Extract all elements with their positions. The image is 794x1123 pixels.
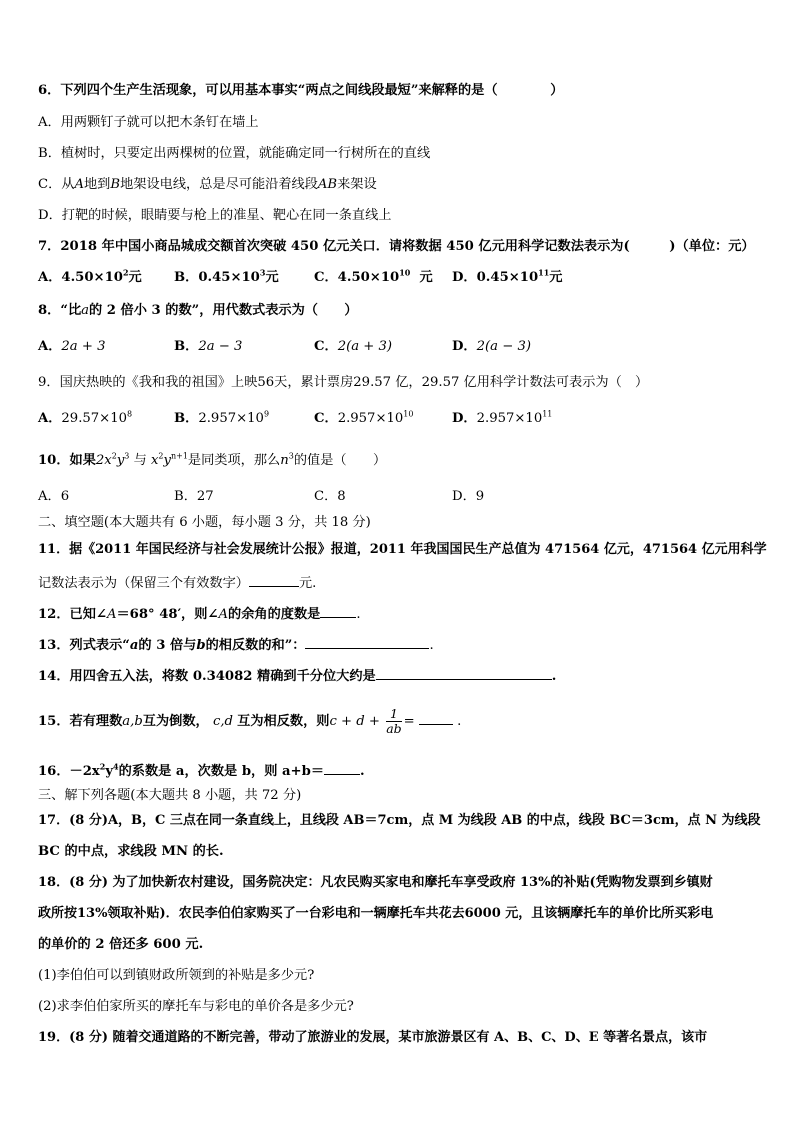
q8-option-c: C．2(a + 3) <box>314 339 393 354</box>
q15-answer-blank[interactable] <box>419 712 453 725</box>
q18-sub1: (1)李伯伯可以到镇财政所领到的补贴是多少元? <box>38 968 315 983</box>
q9-option-d: D．$2.957\times 10^{11}$ <box>452 409 553 426</box>
q18-sub2: (2)求李伯伯家所买的摩托车与彩电的单价各是多少元? <box>38 999 354 1014</box>
q15-fraction: $\frac{1}{ab}$ <box>386 706 402 736</box>
q10-option-a: A．6 <box>38 489 70 504</box>
q7-stem: 7．2018 年中国小商品城成交额首次突破 450 亿元关口．请将数据 450 亿元用科学记数法表示为( )（单位：元） <box>38 239 755 254</box>
q17-line1: 17．(8 分)A，B，C 三点在同一条直线上，且线段 AB＝7cm，点 M 为线段 AB 的中点，线段 BC＝3cm，点 N 为线段 <box>38 813 761 828</box>
q6-stem: 6．下列四个生产生活现象，可以用基本事实“两点之间线段最短”来解释的是（ ） <box>38 83 564 98</box>
section-heading-solve: 三、解下列各题(本大题共 8 小题，共 72 分) <box>38 788 302 803</box>
q9-option-a: A．$29.57\times 10^8$ <box>38 409 133 426</box>
q13-answer-blank[interactable] <box>305 634 429 649</box>
q7-option-a: A．$4.50\times 10^2$元 <box>38 267 142 285</box>
q9-option-b: B．$2.957\times 10^9$ <box>174 409 270 426</box>
q17-line2: BC 的中点，求线段 MN 的长. <box>38 844 224 859</box>
q8-option-b: B．2a − 3 <box>174 339 243 354</box>
q6-option-a: A．用两颗钉子就可以把木条钉在墙上 <box>38 115 259 130</box>
q19-line1: 19．(8 分) 随着交通道路的不断完善，带动了旅游业的发展，某市旅游景区有 A、B、C、D、E 等著名景点，该市 <box>38 1030 708 1045</box>
q8-option-d: D．2(a − 3) <box>452 339 531 354</box>
q11-line1: 11．据《2011 年国民经济与社会发展统计公报》报道，2011 年我国国民生产总值为 471564 亿元，471564 亿元用科学 <box>38 542 767 557</box>
q10-option-d: D．9 <box>452 489 485 504</box>
q7-option-c: C．$4.50\times 10^{10}$ 元 <box>314 267 433 285</box>
q13-line: 13．列式表示“a的 3 倍与b的相反数的和”： . <box>38 634 756 655</box>
q16-line: 16．$-2x^2y^4$的系数是 a，次数是 b，则 a+b＝ . <box>38 761 365 779</box>
q6-option-d: D．打靶的时候，眼睛要与枪上的准星、靶心在同一条直线上 <box>38 208 392 223</box>
q7-option-d: D．$0.45\times 10^{11}$元 <box>452 267 563 285</box>
q10-option-c: C．8 <box>314 489 346 504</box>
q11-answer-blank[interactable] <box>249 572 299 587</box>
q12-line: 12．已知∠A＝68° 48′，则∠A的余角的度数是 . <box>38 603 756 624</box>
q7-option-b: B．$0.45\times 10^3$元 <box>174 267 279 285</box>
q18-line2: 政所按13%领取补贴)．农民李伯伯家购买了一台彩电和一辆摩托车共花去6000 元，且该辆摩托车的单价比所买彩电 <box>38 906 714 921</box>
section-heading-fill-in: 二、填空题(本大题共有 6 小题，每小题 3 分，共 18 分) <box>38 515 371 530</box>
q11-line2: 记数法表示为（保留三个有效数字） 元. <box>38 572 756 593</box>
q9-option-c: C．$2.957\times 10^{10}$ <box>314 409 414 426</box>
q8-stem: 8．“比a的 2 倍小 3 的数”，用代数式表示为（ ） <box>38 303 358 318</box>
q15-line: 15．若有理数a,b互为倒数， c,d 互为相反数，则c + d + $\frac{1}{ab}$ = . <box>38 706 462 736</box>
q10-option-b: B．27 <box>174 489 214 504</box>
q14-answer-blank[interactable] <box>376 665 552 680</box>
q18-line1: 18．(8 分) 为了加快新农村建设，国务院决定：凡农民购买家电和摩托车享受政府 13%的补贴(凭购物发票到乡镇财 <box>38 875 713 890</box>
q9-stem: 9．国庆热映的《我和我的祖国》上映56天，累计票房29.57 亿，29.57 亿用科学计数法可表示为（ ） <box>38 375 649 390</box>
q8-option-a: A．2a + 3 <box>38 339 106 354</box>
q16-answer-blank[interactable] <box>324 760 360 775</box>
q10-stem: 10．如果$2x^2y^3$ 与 $x^2y^{n+1}$是同类项，那么$n^3$的值是（ ） <box>38 451 387 468</box>
q14-line: 14．用四舍五入法，将数 0.34082 精确到千分位大约是 . <box>38 665 756 686</box>
q6-option-b: B．植树时，只要定出两棵树的位置，就能确定同一行树所在的直线 <box>38 146 431 161</box>
q18-line3: 的单价的 2 倍还多 600 元. <box>38 937 204 952</box>
q6-option-c: C．从A地到B地架设电线，总是尽可能沿着线段AB来架设 <box>38 177 377 192</box>
q12-answer-blank[interactable] <box>320 603 356 618</box>
